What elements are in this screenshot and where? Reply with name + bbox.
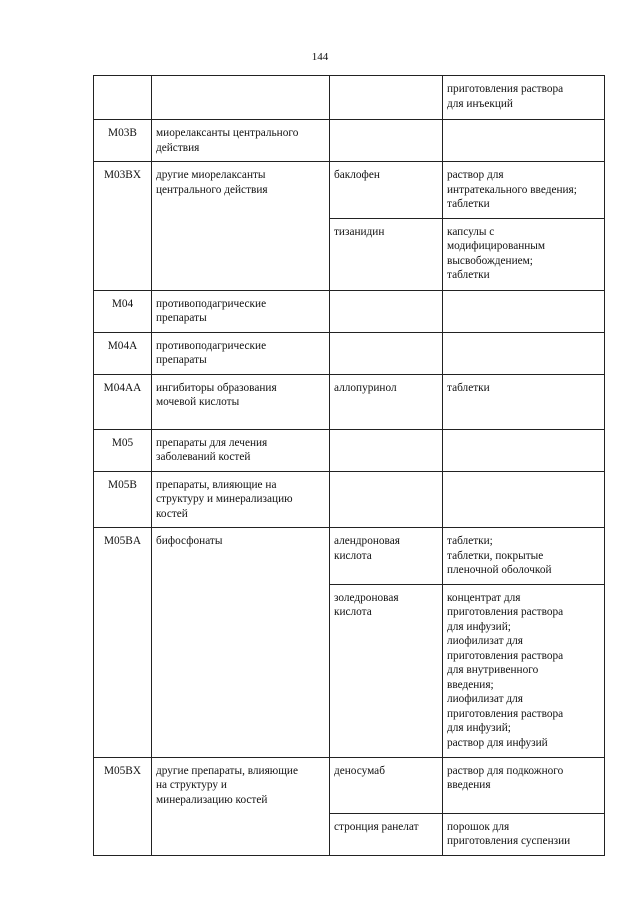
table-row: [94, 757, 605, 813]
page-number: 144: [311, 51, 329, 63]
dosage-form-cell: [443, 471, 605, 528]
drug-cell: аллопуринол: [330, 374, 443, 429]
drug-cell: [330, 290, 443, 332]
table-row: [94, 162, 605, 219]
drug-cell: [330, 332, 443, 374]
atc-code-cell: [94, 76, 152, 120]
drug-cell: деносумаб: [330, 757, 443, 813]
atc-code-cell: M05: [94, 429, 152, 471]
drug-cell: [330, 76, 443, 120]
group-cell: противоподагрические препараты: [152, 332, 330, 374]
table-row: [94, 429, 605, 471]
dosage-form-cell: раствор для подкожного введения: [443, 757, 605, 813]
drug-cell: баклофен: [330, 162, 443, 219]
table-row: [94, 374, 605, 429]
group-cell: [152, 76, 330, 120]
table-row: [94, 120, 605, 162]
atc-code-cell: M03B: [94, 120, 152, 162]
dosage-form-cell: порошок для приготовления суспензии: [443, 813, 605, 855]
dosage-form-cell: [443, 120, 605, 162]
atc-code-cell: M05B: [94, 471, 152, 528]
group-cell: бифосфонаты: [152, 528, 330, 758]
group-cell: другие препараты, влияющие на структуру и минерализацию костей: [152, 757, 330, 855]
table-row: [94, 471, 605, 528]
group-cell: противоподагрические препараты: [152, 290, 330, 332]
drug-cell: [330, 120, 443, 162]
atc-code-cell: M05BA: [94, 528, 152, 758]
atc-code-cell: M04: [94, 290, 152, 332]
atc-code-cell: M04AA: [94, 374, 152, 429]
dosage-form-cell: приготовления раствора для инъекций: [443, 76, 605, 120]
drug-cell: [330, 471, 443, 528]
atc-code-cell: M05BX: [94, 757, 152, 855]
dosage-form-cell: концентрат для приготовления раствора для инфузий; лиофилизат для приготовления раствора для внутривенного введения; лиофилизат для приготовления раствора для инфузий; раствор для инфузий: [443, 584, 605, 757]
group-cell: препараты, влияющие на структуру и минерализацию костей: [152, 471, 330, 528]
drug-cell: алендроновая кислота: [330, 528, 443, 585]
group-cell: препараты для лечения заболеваний костей: [152, 429, 330, 471]
group-cell: миорелаксанты центрального действия: [152, 120, 330, 162]
table-row: [94, 332, 605, 374]
dosage-form-cell: [443, 290, 605, 332]
dosage-form-cell: капсулы с модифицированным высвобождением; таблетки: [443, 218, 605, 290]
table-row: [94, 76, 605, 120]
dosage-form-cell: таблетки; таблетки, покрытые пленочной оболочкой: [443, 528, 605, 585]
atc-code-cell: M03BX: [94, 162, 152, 291]
drug-classification-table: [93, 75, 605, 856]
drug-cell: тизанидин: [330, 218, 443, 290]
drug-cell: золедроновая кислота: [330, 584, 443, 757]
dosage-form-cell: таблетки: [443, 374, 605, 429]
drug-cell: [330, 429, 443, 471]
group-cell: другие миорелаксанты центрального действия: [152, 162, 330, 291]
dosage-form-cell: [443, 332, 605, 374]
group-cell: ингибиторы образования мочевой кислоты: [152, 374, 330, 429]
drug-cell: стронция ранелат: [330, 813, 443, 855]
table-row: [94, 290, 605, 332]
table-row: [94, 528, 605, 585]
dosage-form-cell: раствор для интратекального введения; таблетки: [443, 162, 605, 219]
dosage-form-cell: [443, 429, 605, 471]
atc-code-cell: M04A: [94, 332, 152, 374]
